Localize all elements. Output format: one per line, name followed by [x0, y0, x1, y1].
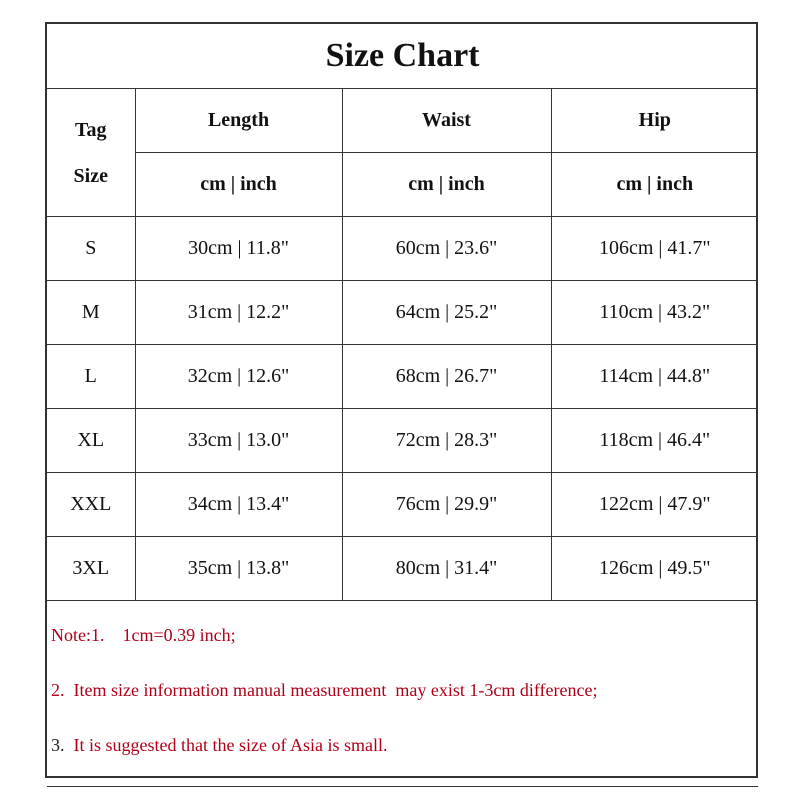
cell-length: 33cm | 13.0" — [135, 409, 342, 473]
cell-length: 30cm | 11.8" — [135, 217, 342, 281]
table-row — [47, 281, 758, 345]
cell-waist: 80cm | 31.4" — [342, 537, 551, 601]
cell-size: M — [47, 281, 135, 345]
cell-waist: 68cm | 26.7" — [342, 345, 551, 409]
note-1: Note:1. 1cm=0.39 inch; — [51, 625, 236, 645]
cell-size: 3XL — [47, 537, 135, 601]
cell-size: XL — [47, 409, 135, 473]
cell-waist: 76cm | 29.9" — [342, 473, 551, 537]
unit-waist: cm | inch — [342, 153, 551, 217]
cell-waist: 64cm | 25.2" — [342, 281, 551, 345]
cell-hip: 122cm | 47.9" — [551, 473, 758, 537]
unit-hip: cm | inch — [551, 153, 758, 217]
unit-length: cm | inch — [135, 153, 342, 217]
header-length: Length — [135, 89, 342, 153]
note-3 — [51, 731, 758, 786]
cell-size: S — [47, 217, 135, 281]
notes — [47, 601, 758, 786]
notes-cell — [47, 601, 758, 787]
note-2: 2. Item size information manual measurement may exist 1-3cm difference; — [51, 680, 598, 700]
cell-length: 35cm | 13.8" — [135, 537, 342, 601]
size-label: Size — [73, 164, 108, 187]
tag-label: Tag — [74, 118, 107, 141]
cell-waist: 60cm | 23.6" — [342, 217, 551, 281]
table-row — [47, 473, 758, 537]
cell-size: XXL — [47, 473, 135, 537]
header-waist: Waist — [342, 89, 551, 153]
size-chart — [45, 22, 758, 778]
table-row — [47, 345, 758, 409]
note-3-number: 3. — [51, 735, 65, 755]
cell-hip: 126cm | 49.5" — [551, 537, 758, 601]
cell-length: 34cm | 13.4" — [135, 473, 342, 537]
cell-size: L — [47, 345, 135, 409]
table-row — [47, 537, 758, 601]
table-row — [47, 409, 758, 473]
cell-waist: 72cm | 28.3" — [342, 409, 551, 473]
cell-hip: 114cm | 44.8" — [551, 345, 758, 409]
cell-length: 31cm | 12.2" — [135, 281, 342, 345]
cell-hip: 118cm | 46.4" — [551, 409, 758, 473]
cell-hip: 110cm | 43.2" — [551, 281, 758, 345]
chart-title: Size Chart — [47, 24, 758, 89]
cell-hip: 106cm | 41.7" — [551, 217, 758, 281]
tag-size-header — [47, 89, 135, 217]
table-row — [47, 217, 758, 281]
cell-length: 32cm | 12.6" — [135, 345, 342, 409]
header-hip: Hip — [551, 89, 758, 153]
size-table — [47, 24, 758, 787]
note-3-text: It is suggested that the size of Asia is small. — [64, 735, 388, 755]
